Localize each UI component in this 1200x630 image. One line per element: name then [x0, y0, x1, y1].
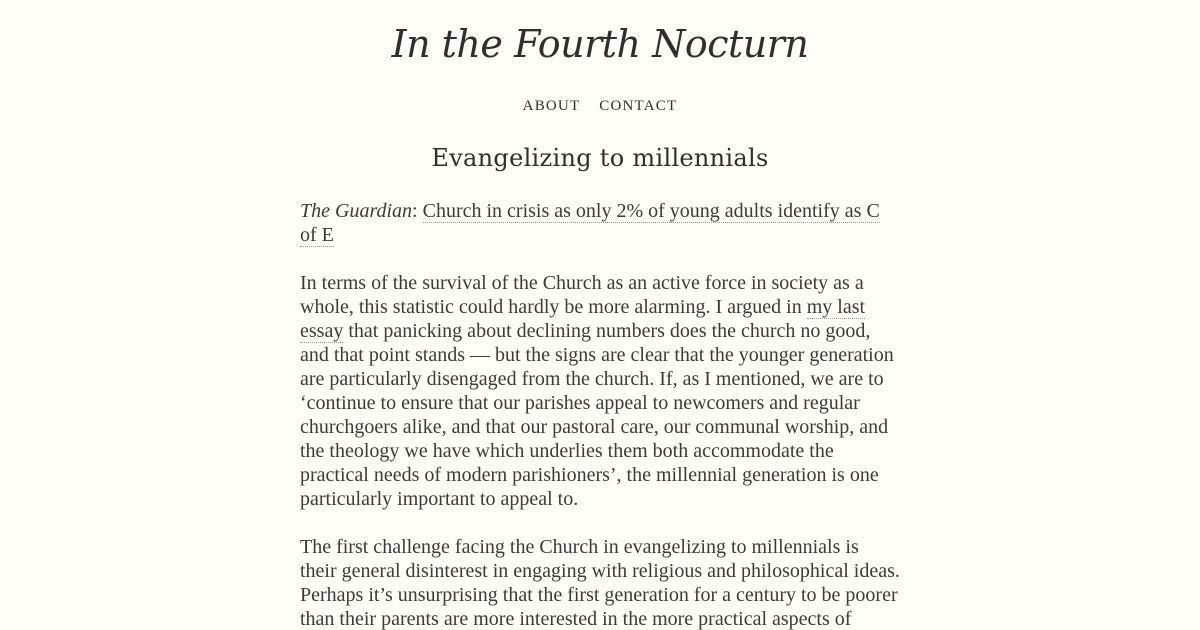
site-title[interactable]: In the Fourth Nocturn: [391, 22, 809, 66]
body-paragraph-2: The first challenge facing the Church in evangelizing to millennials is their general disinterest in engaging with religious and philosophical ideas. Perhaps it’s unsurprising that the first generation for a century to be poorer than their parents are more interested in the more practical aspects of: [300, 536, 900, 630]
site-nav: [0, 98, 1200, 115]
last-essay-link[interactable]: my last essay: [300, 296, 866, 342]
source-paragraph: [300, 199, 900, 247]
post-title: Evangelizing to millennials: [431, 144, 769, 172]
main-content: [0, 141, 1200, 630]
nav-contact-link[interactable]: CONTACT: [599, 98, 678, 114]
source-article-link[interactable]: Church in crisis as only 2% of young adults identify as C of E: [300, 200, 880, 246]
nav-about-link[interactable]: ABOUT: [522, 98, 581, 114]
post-body: [300, 199, 900, 630]
source-colon: :: [412, 200, 418, 222]
site-header: [0, 0, 1200, 115]
paragraph-text-end: that panicking about declining numbers does the church no good, and that point stands — but the signs are clear that the younger generation are particularly disengaged from the church. If, as I mentioned, we are to ‘continue to ensure that our parishes appeal to newcomers and regular churchgoers alike, and that our pastoral care, our communal worship, and the theology we have which underlies them both accommodate the practical needs of modern parishioners’, the millennial generation is one particularly important to appeal to.: [300, 320, 894, 510]
paragraph-text-start: In terms of the survival of the Church as an active force in society as a whole, this statistic could hardly be more alarming. I argued in: [300, 272, 864, 318]
source-publication: The Guardian: [300, 200, 413, 222]
body-paragraph-1: [300, 271, 900, 511]
